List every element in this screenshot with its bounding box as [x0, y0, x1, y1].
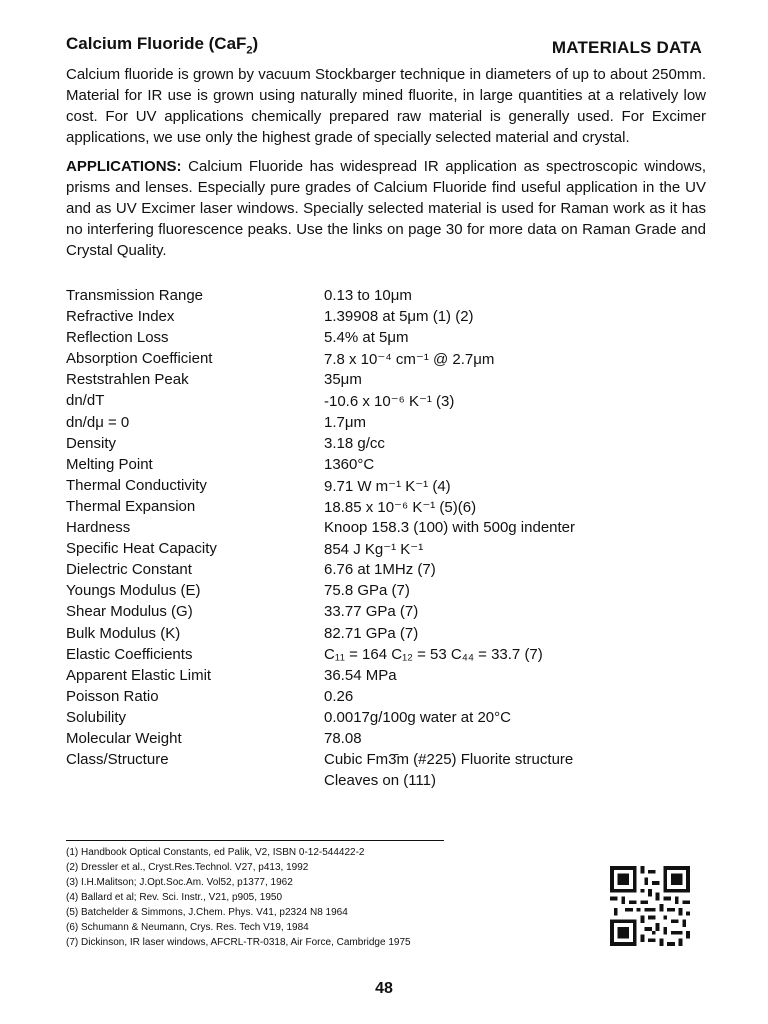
property-name: Molecular Weight	[66, 729, 182, 747]
property-value: -10.6 x 10⁻⁶ K⁻¹ (3)	[324, 393, 455, 411]
property-value: 0.0017g/100g water at 20°C	[324, 708, 511, 726]
property-name: Refractive Index	[66, 308, 175, 326]
references-list	[66, 840, 444, 950]
title-end: )	[252, 34, 259, 53]
property-value: 7.8 x 10⁻⁴ cm⁻¹ @ 2.7μm	[324, 351, 495, 369]
property-row	[66, 561, 575, 582]
property-name: Thermal Conductivity	[66, 476, 207, 494]
property-name: Density	[66, 434, 117, 452]
property-name: Hardness	[66, 519, 131, 537]
applications-label: APPLICATIONS:	[66, 158, 182, 175]
property-name: Transmission Range	[66, 287, 203, 304]
reference-item: (7) Dickinson, IR laser windows, AFCRL-TR-0318, Air Force, Cambridge 1975	[66, 937, 411, 948]
page-number: 48	[375, 980, 393, 997]
property-name: Poisson Ratio	[66, 687, 159, 705]
property-row	[66, 371, 575, 392]
property-value: 75.8 GPa (7)	[324, 582, 410, 600]
property-name: Melting Point	[66, 455, 153, 473]
property-value: 0.13 to 10μm	[324, 287, 412, 304]
property-name: dn/dμ = 0	[66, 413, 130, 431]
property-row	[66, 350, 575, 371]
property-row	[66, 646, 575, 667]
property-value: C₁₁ = 164 C₁₂ = 53 C₄₄ = 33.7 (7)	[324, 645, 543, 663]
property-name: Reststrahlen Peak	[66, 371, 189, 389]
reference-item: (3) I.H.Malitson; J.Opt.Soc.Am. Vol52, p1377, 1962	[66, 877, 293, 888]
title-main: Calcium Fluoride (CaF	[66, 34, 247, 53]
reference-item: (5) Batchelder & Simmons, J.Chem. Phys. V41, p2324 N8 1964	[66, 907, 348, 918]
property-name: dn/dT	[66, 392, 105, 410]
reference-item: (1) Handbook Optical Constants, ed Palik, V2, ISBN 0-12-544422-2	[66, 847, 365, 858]
property-name: Dielectric Constant	[66, 561, 192, 579]
property-value: 5.4% at 5μm	[324, 329, 409, 347]
reference-item: (2) Dressler et al., Cryst.Res.Technol. V27, p413, 1992	[66, 862, 309, 873]
property-row	[66, 308, 575, 329]
property-name: Class/Structure	[66, 751, 169, 769]
property-row	[66, 582, 575, 603]
property-name: Elastic Coefficients	[66, 645, 193, 663]
page-title	[66, 34, 258, 56]
property-value: 0.26	[324, 687, 354, 705]
property-row	[66, 435, 575, 456]
property-name: Solubility	[66, 708, 127, 726]
property-row	[66, 456, 575, 477]
property-row	[66, 688, 575, 709]
property-value: 82.71 GPa (7)	[324, 624, 419, 642]
property-name: Reflection Loss	[66, 329, 169, 347]
property-value: 33.77 GPa (7)	[324, 603, 419, 621]
property-name: Absorption Coefficient	[66, 350, 213, 368]
property-row	[66, 498, 575, 519]
property-row	[66, 709, 575, 730]
property-row	[66, 730, 575, 751]
properties-table	[66, 287, 575, 793]
property-value: 3.18 g/cc	[324, 434, 385, 452]
property-value: 35μm	[324, 371, 362, 389]
property-name: Bulk Modulus (K)	[66, 624, 181, 642]
property-row	[66, 603, 575, 624]
property-value: Cubic Fm3̄m (#225) Fluorite structure	[324, 751, 574, 769]
property-row	[66, 414, 575, 435]
property-row	[66, 667, 575, 688]
property-value: 1360°C	[324, 455, 375, 473]
property-name: Specific Heat Capacity	[66, 540, 217, 558]
property-row	[66, 751, 575, 772]
property-row	[66, 625, 575, 646]
reference-item: (6) Schumann & Neumann, Crys. Res. Tech V19, 1984	[66, 922, 309, 933]
property-value: 78.08	[324, 729, 362, 747]
property-name: Apparent Elastic Limit	[66, 666, 212, 684]
property-value: 1.7μm	[324, 413, 366, 431]
property-name: Youngs Modulus (E)	[66, 582, 201, 600]
property-row	[66, 287, 575, 308]
property-row	[66, 540, 575, 561]
qr-code-icon[interactable]	[608, 866, 692, 946]
property-value: 6.76 at 1MHz (7)	[324, 561, 436, 579]
title-subscript: 2	[246, 44, 253, 57]
intro-paragraph: Calcium fluoride is grown by vacuum Stockbarger technique in diameters of up to about 250mm. Material for IR use is grown using naturally mined fluorite, in large quantities at a relatively low cost. For UV applications chemically prepared raw material is generally used. For Excimer applications, we use only the highest grade of specially selected material and crystal.	[66, 66, 706, 146]
document-page	[66, 34, 706, 793]
property-value: 18.85 x 10⁻⁶ K⁻¹ (5)(6)	[324, 498, 477, 516]
property-row	[66, 329, 575, 350]
property-row	[66, 477, 575, 498]
property-value: 1.39908 at 5μm (1) (2)	[324, 308, 474, 326]
property-row	[66, 519, 575, 540]
page-header	[66, 34, 706, 64]
applications-text: Calcium Fluoride has widespread IR application as spectroscopic windows, prisms and lenses. Especially pure grades of Calcium Fluoride find useful application in the UV and as UV Excimer laser windows. Specially selected material is used for Raman work as it has no interfering fluorescence peaks. Use the links on page 30 for more data on Raman Grade and Crystal Quality.	[66, 158, 706, 259]
property-name: Thermal Expansion	[66, 497, 196, 515]
property-value: 854 J Kg⁻¹ K⁻¹	[324, 541, 424, 559]
property-row	[66, 772, 575, 793]
property-value: 9.71 W m⁻¹ K⁻¹ (4)	[324, 477, 451, 495]
property-value: 36.54 MPa	[324, 666, 397, 684]
section-label: MATERIALS DATA	[551, 38, 702, 57]
property-value: Knoop 158.3 (100) with 500g indenter	[324, 519, 576, 537]
property-name	[66, 772, 324, 793]
reference-item: (4) Ballard et al; Rev. Sci. Instr., V21, p905, 1950	[66, 892, 283, 903]
applications-paragraph	[66, 156, 706, 261]
property-row	[66, 392, 575, 413]
property-name: Shear Modulus (G)	[66, 603, 193, 621]
property-value: Cleaves on (111)	[324, 772, 437, 790]
